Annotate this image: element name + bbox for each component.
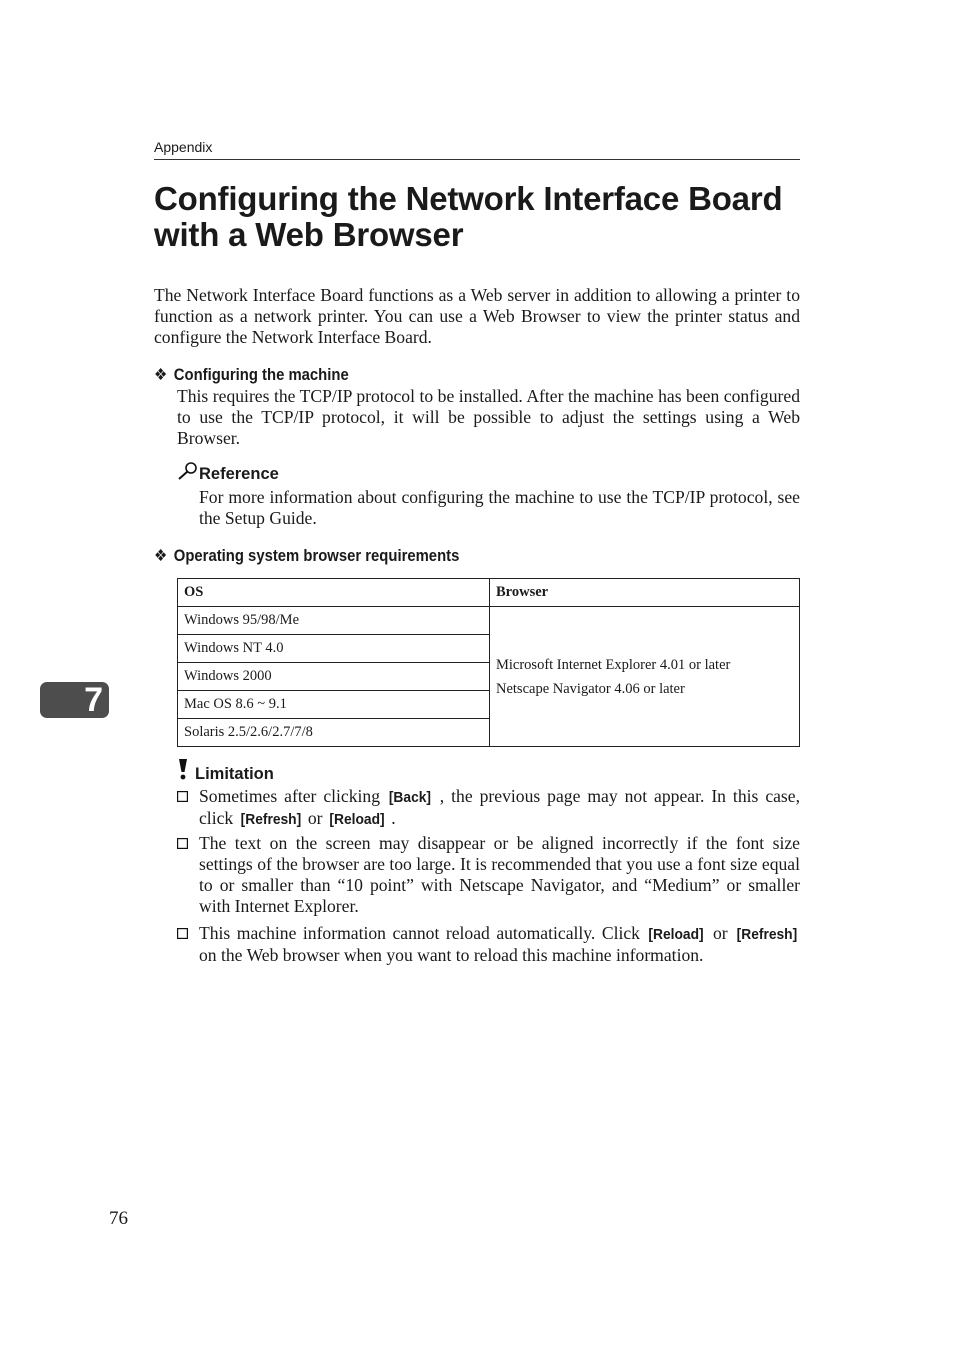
chapter-number: 7: [84, 681, 103, 719]
column-header-os: OS: [178, 579, 490, 607]
table-row: [178, 607, 800, 635]
magnifier-icon: [177, 461, 199, 481]
text-run: .: [386, 808, 396, 828]
limitation-item: [177, 833, 800, 917]
page-title-line-1: Configuring the Network Interface Board: [154, 180, 783, 217]
page-title: [154, 181, 814, 253]
running-header-title: Appendix: [154, 139, 213, 155]
back-key-label: [Back]: [388, 789, 432, 806]
limitation-item: [177, 786, 800, 830]
configuring-heading-text: Configuring the machine: [173, 366, 349, 384]
os-cell: Windows 2000: [178, 663, 490, 691]
configuring-body: This requires the TCP/IP protocol to be installed. After the machine has been configured to use the TCP/IP protocol, it will be possible to adjust the settings using a Web Browser.: [177, 386, 800, 448]
browser-item: Microsoft Internet Explorer 4.01 or later: [496, 656, 731, 673]
limitation-item-text: [199, 923, 800, 966]
text-run: on the Web browser when you want to reload this machine information.: [199, 945, 704, 965]
chapter-tab: [40, 682, 109, 718]
checkbox-icon: [177, 928, 188, 939]
checkbox-icon: [177, 838, 188, 849]
checkbox-icon: [177, 791, 188, 802]
os-cell: Mac OS 8.6 ~ 9.1: [178, 691, 490, 719]
text-run: , the previous page may not appear. In this case, click: [199, 786, 800, 828]
diamond-bullet-icon: ❖: [154, 366, 168, 384]
os-cell: Windows 95/98/Me: [178, 607, 490, 635]
reload-key-label: [Reload]: [648, 926, 705, 943]
diamond-bullet-icon: ❖: [154, 547, 168, 565]
limitation-item-text: [199, 786, 800, 830]
os-cell: Solaris 2.5/2.6/2.7/7/8: [178, 719, 490, 747]
requirements-heading-text: Operating system browser requirements: [173, 547, 460, 565]
text-run: This machine information cannot reload automatically. Click: [199, 923, 647, 943]
browser-cell: [490, 607, 800, 747]
exclamation-icon: [177, 758, 189, 780]
limitation-item: [177, 923, 800, 966]
reference-body: For more information about configuring the machine to use the TCP/IP protocol, see the Setup Guide.: [199, 487, 800, 528]
limitation-heading-text: Limitation: [195, 765, 274, 783]
configuring-heading: [154, 365, 349, 385]
refresh-key-label: [Refresh]: [240, 811, 301, 828]
limitation-heading: [177, 758, 274, 786]
running-header: [154, 138, 800, 160]
requirements-table: [177, 578, 800, 747]
text-run: or: [303, 808, 327, 828]
refresh-key-label: [Refresh]: [736, 926, 798, 943]
reference-heading: [177, 461, 279, 485]
table-header-row: [178, 579, 800, 607]
intro-paragraph: The Network Interface Board functions as a Web server in addition to allowing a printer to function as a network printer. You can use a Web Browser to view the printer status and configure the Network Interface Board.: [154, 285, 800, 347]
reference-heading-text: Reference: [199, 465, 279, 483]
browser-item: Netscape Navigator 4.06 or later: [496, 680, 685, 697]
reload-key-label: [Reload]: [329, 811, 385, 828]
limitation-item-text: The text on the screen may disappear or be aligned incorrectly if the font size settings of the browser are too large. It is recommended that you use a font size equal to or smaller than “10 point” with Netscape Navigator, and “Medium” or smaller with Internet Explorer.: [199, 833, 800, 916]
page-number: 76: [109, 1208, 128, 1229]
os-cell: Windows NT 4.0: [178, 635, 490, 663]
text-run: or: [706, 923, 735, 943]
column-header-browser: Browser: [490, 579, 800, 607]
text-run: Sometimes after clicking: [199, 786, 387, 806]
page-title-line-2: with a Web Browser: [154, 216, 464, 253]
requirements-heading: [154, 546, 459, 566]
